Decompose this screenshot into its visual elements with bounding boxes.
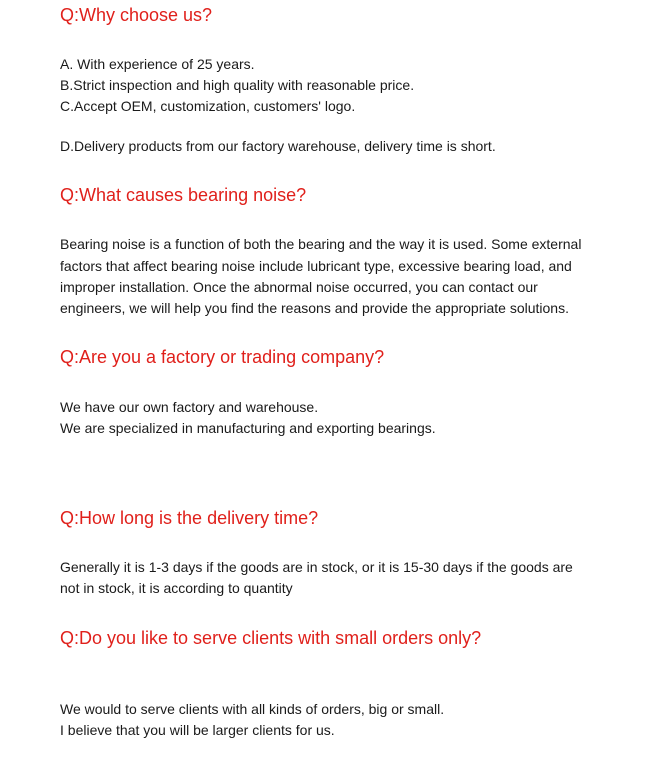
answer-line: B.Strict inspection and high quality with reasonable price. — [60, 77, 415, 93]
answer-line: Generally it is 1-3 days if the goods are in stock, or it is 15-30 days if the goods are — [60, 559, 573, 575]
answer-line: not in stock, it is according to quantity — [60, 580, 293, 596]
answer-line: Bearing noise is a function of both the bearing and the way it is used. Some external — [60, 236, 582, 252]
answer-line: C.Accept OEM, customization, customers' logo. — [60, 98, 356, 114]
answer-line: We have our own factory and warehouse. — [60, 399, 319, 415]
answer-line: improper installation. Once the abnormal noise occurred, you can contact our — [60, 279, 538, 295]
answer-line: A. With experience of 25 years. — [60, 56, 255, 72]
answer-line: D.Delivery products from our factory warehouse, delivery time is short. — [60, 138, 496, 154]
question-bearing-noise: Q:What causes bearing noise? — [60, 185, 307, 205]
question-delivery-time: Q:How long is the delivery time? — [60, 508, 319, 528]
answer-line: We are specialized in manufacturing and exporting bearings. — [60, 420, 436, 436]
question-why-choose-us: Q:Why choose us? — [60, 5, 213, 25]
answer-line: I believe that you will be larger clients for us. — [60, 722, 335, 738]
answer-line: engineers, we will help you find the reasons and provide the appropriate solutions. — [60, 300, 569, 316]
question-factory-or-trading: Q:Are you a factory or trading company? — [60, 347, 385, 367]
answer-line: We would to serve clients with all kinds of orders, big or small. — [60, 701, 445, 717]
question-small-orders: Q:Do you like to serve clients with small orders only? — [60, 628, 482, 648]
answer-line: factors that affect bearing noise include lubricant type, excessive bearing load, and — [60, 258, 572, 274]
